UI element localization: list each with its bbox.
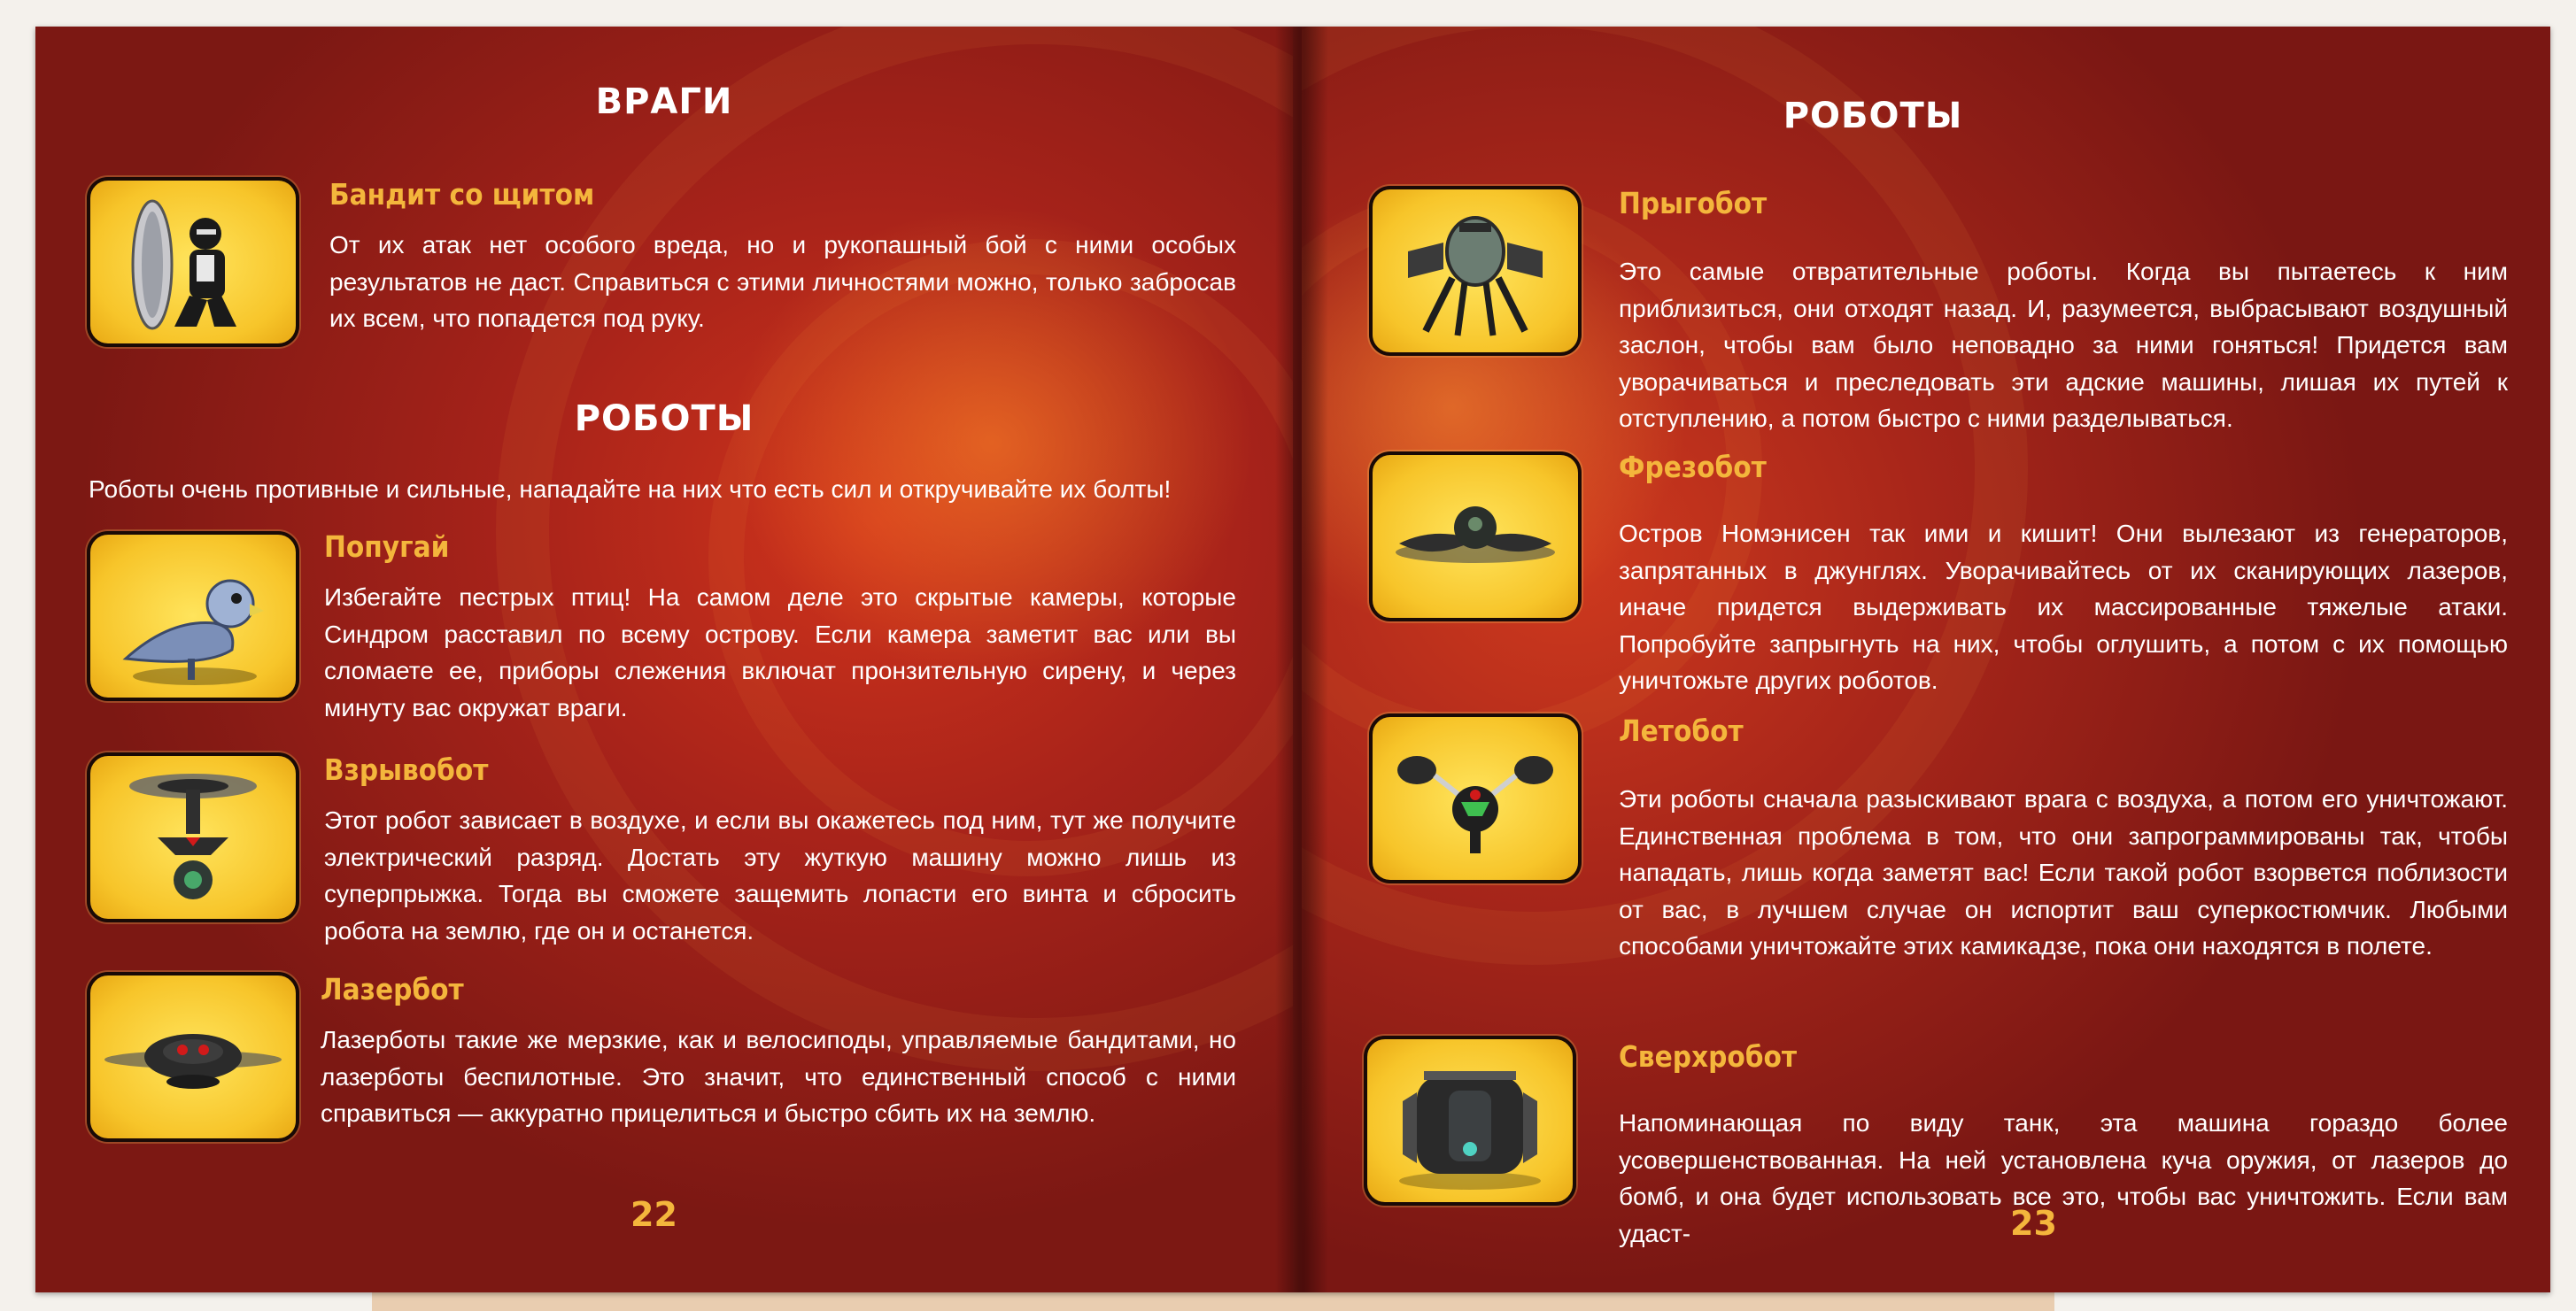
enemy-thumbnail bbox=[1369, 713, 1582, 883]
booklet-spread bbox=[35, 27, 2550, 1292]
page-title: РОБОТЫ bbox=[1783, 96, 1963, 136]
enemy-name: Прыгобот bbox=[1619, 186, 1768, 220]
enemy-name: Фрезобот bbox=[1619, 450, 1767, 484]
section-intro: Роботы очень противные и сильные, нападайте на них что есть сил и откручивайте их болты! bbox=[89, 475, 1172, 503]
left-page bbox=[35, 27, 1293, 1292]
right-page bbox=[1302, 27, 2550, 1292]
enemy-thumbnail bbox=[1364, 1036, 1576, 1206]
book-gutter bbox=[1275, 27, 1328, 1292]
millbot-icon bbox=[1373, 455, 1578, 618]
enemy-thumbnail bbox=[87, 177, 299, 347]
page-number: 23 bbox=[2010, 1204, 2057, 1243]
enemy-name: Летобот bbox=[1619, 713, 1744, 748]
enemy-description: Это самые отвратительные роботы. Когда вы пытаетесь к ним приблизиться, они отходят назад. И, разумеется, выбрасывают воздушный заслон, чтобы вам было неповадно за ними гоняться! Придется вам уворачиваться и преследовать эти адские машины, лишая их путей к отступлению, а потом быстро с ними разделываться. bbox=[1619, 258, 2508, 432]
enemy-description: Лазерботы такие же мерзкие, как и велосиподы, управляемые бандитами, но лазерботы беспилотные. Это значит, что единственный способ с ними справиться — аккуратно прицелиться и быстро сбить их на землю. bbox=[321, 1026, 1236, 1127]
background-strip bbox=[372, 1291, 2054, 1311]
enemy-description: Остров Номэнисен так ими и кишит! Они вылезают из генераторов, запрятанных в джунглях. Уворачивайтесь от их сканирующих лазеров, иначе придется выдерживать их массированные тяжелые атаки. Попробуйте запрыгнуть на них, чтобы оглушить, а потом с их помощью уничтожьте других роботов. bbox=[1619, 520, 2508, 694]
enemy-thumbnail bbox=[1369, 186, 1582, 356]
shield-bandit-icon bbox=[90, 181, 296, 343]
enemy-thumbnail bbox=[1369, 451, 1582, 621]
section-title: РОБОТЫ bbox=[574, 398, 754, 439]
page-number: 22 bbox=[630, 1195, 677, 1234]
enemy-thumbnail bbox=[87, 752, 299, 922]
enemy-description: Напоминающая по виду танк, эта машина гораздо более усовершенствованная. На ней установлена куча оружия, от лазеров до бомб, и она будет использовать все это, чтобы вас уничтожить. Если вам удаст- bbox=[1619, 1109, 2508, 1247]
enemy-description: Эти роботы сначала разыскивают врага с воздуха, а потом его уничтожают. Единственная проблема в том, что они запрограммированы так, чтобы нападать, лишь когда заметят вас! Если такой робот взорвется поблизости от вас, в лучшем случае он испортит ваш суперкостюмчик. Любыми способами уничтожайте этих камикадзе, пока они находятся в полете. bbox=[1619, 785, 2508, 960]
enemy-description: Этот робот зависает в воздухе, и если вы окажетесь под ним, тут же получите электрический разряд. Достать эту жуткую машину можно лишь из суперпрыжка. Тогда вы сможете защемить лопасти его винта и сбросить робота на землю, где он и останется. bbox=[324, 806, 1236, 945]
enemy-name: Сверхробот bbox=[1619, 1039, 1798, 1074]
enemy-description: От их атак нет особого вреда, но и рукопашный бой с ними особых результатов не даст. Справиться с этими личностями можно, только забросав их всем, что попадется под руку. bbox=[329, 231, 1236, 332]
enemy-thumbnail bbox=[87, 972, 299, 1142]
page-title: ВРАГИ bbox=[595, 81, 733, 122]
enemy-name: Бандит со щитом bbox=[329, 177, 595, 212]
enemy-name: Попугай bbox=[324, 529, 450, 564]
flybot-icon bbox=[1373, 717, 1578, 880]
superbot-icon bbox=[1367, 1039, 1573, 1202]
blastbot-icon bbox=[90, 756, 296, 919]
jumpbot-icon bbox=[1373, 189, 1578, 352]
enemy-name: Лазербот bbox=[321, 972, 464, 1006]
parrot-icon bbox=[90, 535, 296, 698]
enemy-description: Избегайте пестрых птиц! На самом деле это скрытые камеры, которые Синдром расставил по всему острову. Если камера заметит вас или вы сломаете ее, приборы слежения включат пронзительную сирену, и через минуту вас окружат враги. bbox=[324, 583, 1236, 721]
enemy-name: Взрывобот bbox=[324, 752, 489, 787]
laserbot-icon bbox=[90, 976, 296, 1138]
enemy-thumbnail bbox=[87, 531, 299, 701]
